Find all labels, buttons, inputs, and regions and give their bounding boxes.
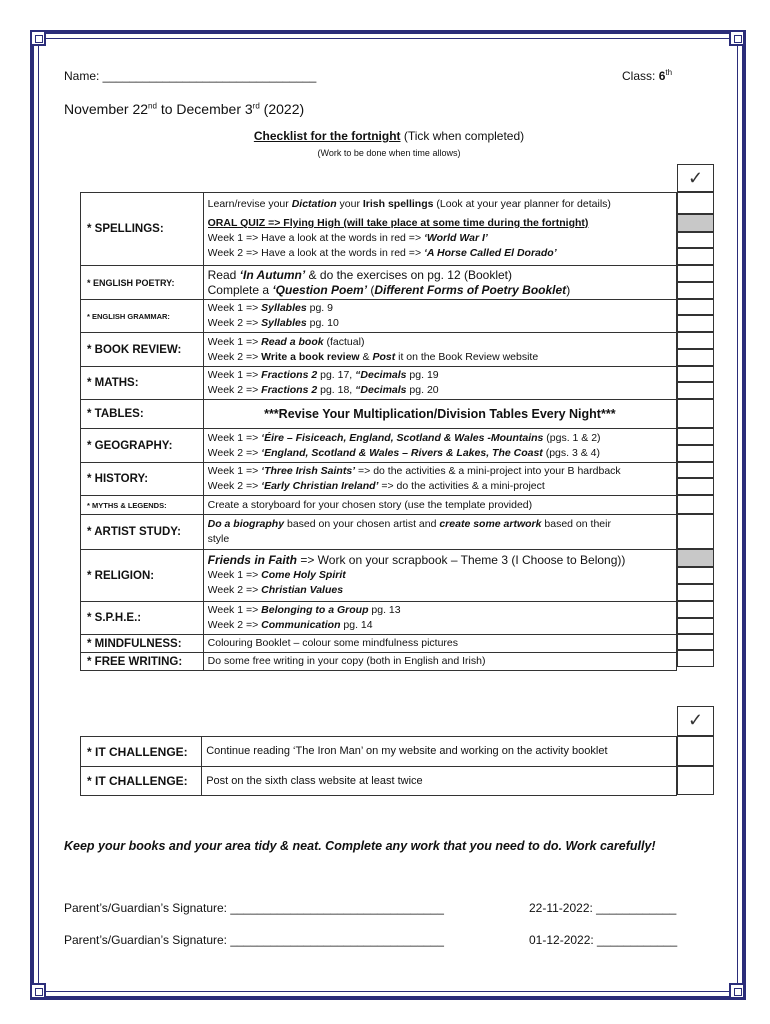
task-line: Week 1 => Syllables pg. 9 <box>207 302 333 314</box>
checklist-subnote: (Work to be done when time allows) <box>317 148 461 158</box>
subject-grammar: * ENGLISH GRAMMAR: <box>81 300 204 333</box>
tick-cell[interactable] <box>677 349 714 366</box>
subject-it-challenge: * IT CHALLENGE: <box>81 767 202 796</box>
corner-ornament-top-right <box>729 30 745 46</box>
subject-artist: * ARTIST STUDY: <box>81 515 204 550</box>
task-spellings <box>203 193 676 266</box>
subject-myths: * MYTHS & LEGENDS: <box>81 496 204 515</box>
signature-field[interactable]: Parent’s/Guardian’s Signature: ________________________________ <box>64 901 444 915</box>
tick-mark-icon: ✓ <box>687 168 704 188</box>
task-line: Week 1 => Belonging to a Group pg. 13 <box>207 604 401 616</box>
corner-ornament-bottom-left <box>30 983 46 999</box>
task-line: Week 1 => ‘Éire – Fisiceach, England, Scotland & Wales -Mountains (pgs. 1 & 2) <box>207 431 601 444</box>
task-line: Week 1 => Read a book (factual) <box>207 335 365 348</box>
table-row <box>81 515 677 550</box>
tick-cell[interactable] <box>677 399 714 428</box>
task-history <box>203 463 676 496</box>
table-row <box>81 367 677 400</box>
subject-history: * HISTORY: <box>81 463 204 496</box>
tick-cell[interactable] <box>677 567 714 584</box>
task-line: Week 1 => Come Holy Spirit <box>207 569 346 581</box>
task-line: Week 2 => Christian Values <box>207 584 344 596</box>
name-field[interactable] <box>64 69 316 83</box>
task-sphe <box>203 602 676 635</box>
tick-mark-icon: ✓ <box>687 710 704 730</box>
checklist-table <box>80 192 677 671</box>
task-line: Week 2 => Syllables pg. 10 <box>207 317 339 329</box>
table-row <box>81 429 677 463</box>
date-range <box>64 101 304 117</box>
tick-cell[interactable] <box>677 299 714 315</box>
task-line: Week 2 => ‘England, Scotland & Wales – Rivers & Lakes, The Coast (pgs. 3 & 4) <box>207 446 600 459</box>
tick-cell[interactable] <box>677 650 714 667</box>
task-grammar <box>203 300 676 333</box>
task-geography <box>203 429 676 463</box>
tick-cell[interactable] <box>677 495 714 514</box>
subject-spellings: * SPELLINGS: <box>81 193 204 266</box>
tick-cell[interactable] <box>677 214 714 232</box>
task-free-writing: Do some free writing in your copy (both in English and Irish) <box>203 653 676 671</box>
task-maths <box>203 367 676 400</box>
tick-cell[interactable] <box>677 736 714 766</box>
tick-cell[interactable] <box>677 462 714 478</box>
class-label-text: Class: <box>622 69 659 83</box>
table-row <box>81 737 677 767</box>
task-it-challenge: Post on the sixth class website at least twice <box>202 767 677 796</box>
task-line: Week 1 => ‘Three Irish Saints’ => do the activities & a mini-project into your B hardback <box>207 465 621 477</box>
tick-cell[interactable] <box>677 601 714 618</box>
tick-cell[interactable] <box>677 265 714 282</box>
task-line: Week 2 => ‘Early Christian Ireland’ => do the activities & a mini-project <box>207 480 545 492</box>
task-mindfulness: Colouring Booklet – colour some mindfulness pictures <box>203 635 676 653</box>
task-line: Week 2 => Write a book review & Post it on the Book Review website <box>207 350 539 363</box>
table-row <box>81 463 677 496</box>
tick-cell[interactable] <box>677 366 714 382</box>
class-sup: th <box>665 68 673 77</box>
subject-religion: * RELIGION: <box>81 550 204 602</box>
table-row <box>81 602 677 635</box>
task-tables: ***Revise Your Multiplication/Division Tables Every Night*** <box>203 400 676 429</box>
task-line: Complete a ‘Question Poem’ (Different Forms of Poetry Booklet) <box>207 282 571 297</box>
task-line: Learn/revise your Dictation your Irish spellings (Look at your year planner for details) <box>207 198 611 210</box>
it-challenge-table <box>80 736 677 796</box>
task-line: Read ‘In Autumn’ & do the exercises on pg. 12 (Booklet) <box>207 267 513 282</box>
tick-cell[interactable] <box>677 618 714 634</box>
table-row <box>81 496 677 515</box>
subject-geography: * GEOGRAPHY: <box>81 429 204 463</box>
checklist-title-main: Checklist for the fortnight <box>253 129 401 143</box>
tick-cell[interactable] <box>677 315 714 332</box>
subject-poetry: * ENGLISH POETRY: <box>81 266 204 300</box>
tick-header <box>677 164 714 192</box>
motto: Keep your books and your area tidy & neat. Complete any work that you need to do. Work carefully! <box>64 839 656 853</box>
tick-cell[interactable] <box>677 332 714 349</box>
table-row <box>81 193 677 266</box>
task-line: Week 1 => Have a look at the words in red => ‘World War I’ <box>207 232 488 244</box>
task-line: Week 2 => Have a look at the words in red => ‘A Horse Called El Dorado’ <box>207 247 557 259</box>
table-row <box>81 550 677 602</box>
task-religion <box>203 550 676 602</box>
task-poetry <box>203 266 676 300</box>
tick-cell[interactable] <box>677 549 714 567</box>
table-row <box>81 400 677 429</box>
task-line: Week 1 => Fractions 2 pg. 17, “Decimals pg. 19 <box>207 369 439 381</box>
table-row <box>81 767 677 796</box>
date-start-sup: nd <box>148 101 157 111</box>
tick-cell[interactable] <box>677 382 714 399</box>
task-artist <box>203 515 676 550</box>
subject-maths: * MATHS: <box>81 367 204 400</box>
subject-it-challenge: * IT CHALLENGE: <box>81 737 202 767</box>
subject-book-review: * BOOK REVIEW: <box>81 333 204 367</box>
tick-cell[interactable] <box>677 192 714 214</box>
table-row <box>81 266 677 300</box>
tick-header <box>677 706 714 736</box>
tick-cell[interactable] <box>677 766 714 795</box>
subject-free-writing: * FREE WRITING: <box>81 653 204 671</box>
subject-sphe: * S.P.H.E.: <box>81 602 204 635</box>
corner-ornament-bottom-right <box>729 983 745 999</box>
table-row <box>81 300 677 333</box>
subject-tables: * TABLES: <box>81 400 204 429</box>
subject-mindfulness: * MINDFULNESS: <box>81 635 204 653</box>
signature-date-field[interactable]: 01-12-2022: ____________ <box>529 933 678 947</box>
task-line: Friends in Faith => Work on your scrapbook – Theme 3 (I Choose to Belong)) <box>207 553 626 567</box>
tick-cell[interactable] <box>677 445 714 462</box>
class-label <box>622 69 672 83</box>
tick-cell[interactable] <box>677 282 714 299</box>
task-line: style <box>207 533 230 545</box>
task-book-review <box>203 333 676 367</box>
tick-cell[interactable] <box>677 428 714 445</box>
task-line: Week 2 => Communication pg. 14 <box>207 619 373 631</box>
tick-cell[interactable] <box>677 634 714 650</box>
tick-cell[interactable] <box>677 232 714 248</box>
checklist-title-note: (Tick when completed) <box>400 129 525 143</box>
corner-ornament-top-left <box>30 30 46 46</box>
tick-cell[interactable] <box>677 584 714 601</box>
task-line: Week 2 => Fractions 2 pg. 18, “Decimals pg. 20 <box>207 384 439 396</box>
task-line: Do a biography based on your chosen artist and create some artwork based on their <box>207 518 611 530</box>
tick-cell[interactable] <box>677 248 714 265</box>
task-it-challenge: Continue reading ‘The Iron Man’ on my website and working on the activity booklet <box>202 737 677 767</box>
table-row <box>81 653 677 671</box>
date-start: November 22 <box>64 101 149 117</box>
checklist-title <box>64 129 714 143</box>
name-label: Name: ________________________________ <box>64 69 317 83</box>
signature-field[interactable]: Parent’s/Guardian’s Signature: ________________________________ <box>64 933 444 947</box>
signature-date-field[interactable]: 22-11-2022: ____________ <box>529 901 677 915</box>
tick-cell[interactable] <box>677 514 714 549</box>
table-row <box>81 635 677 653</box>
date-year: (2022) <box>259 101 305 117</box>
date-end-sup: rd <box>252 101 260 111</box>
task-line: ORAL QUIZ => Flying High (will take place at some time during the fortnight) <box>207 217 589 229</box>
tick-cell[interactable] <box>677 478 714 495</box>
table-row <box>81 333 677 367</box>
date-middle: to December 3 <box>156 101 253 117</box>
class-value: 6 <box>658 69 666 83</box>
task-myths: Create a storyboard for your chosen story (use the template provided) <box>203 496 676 515</box>
